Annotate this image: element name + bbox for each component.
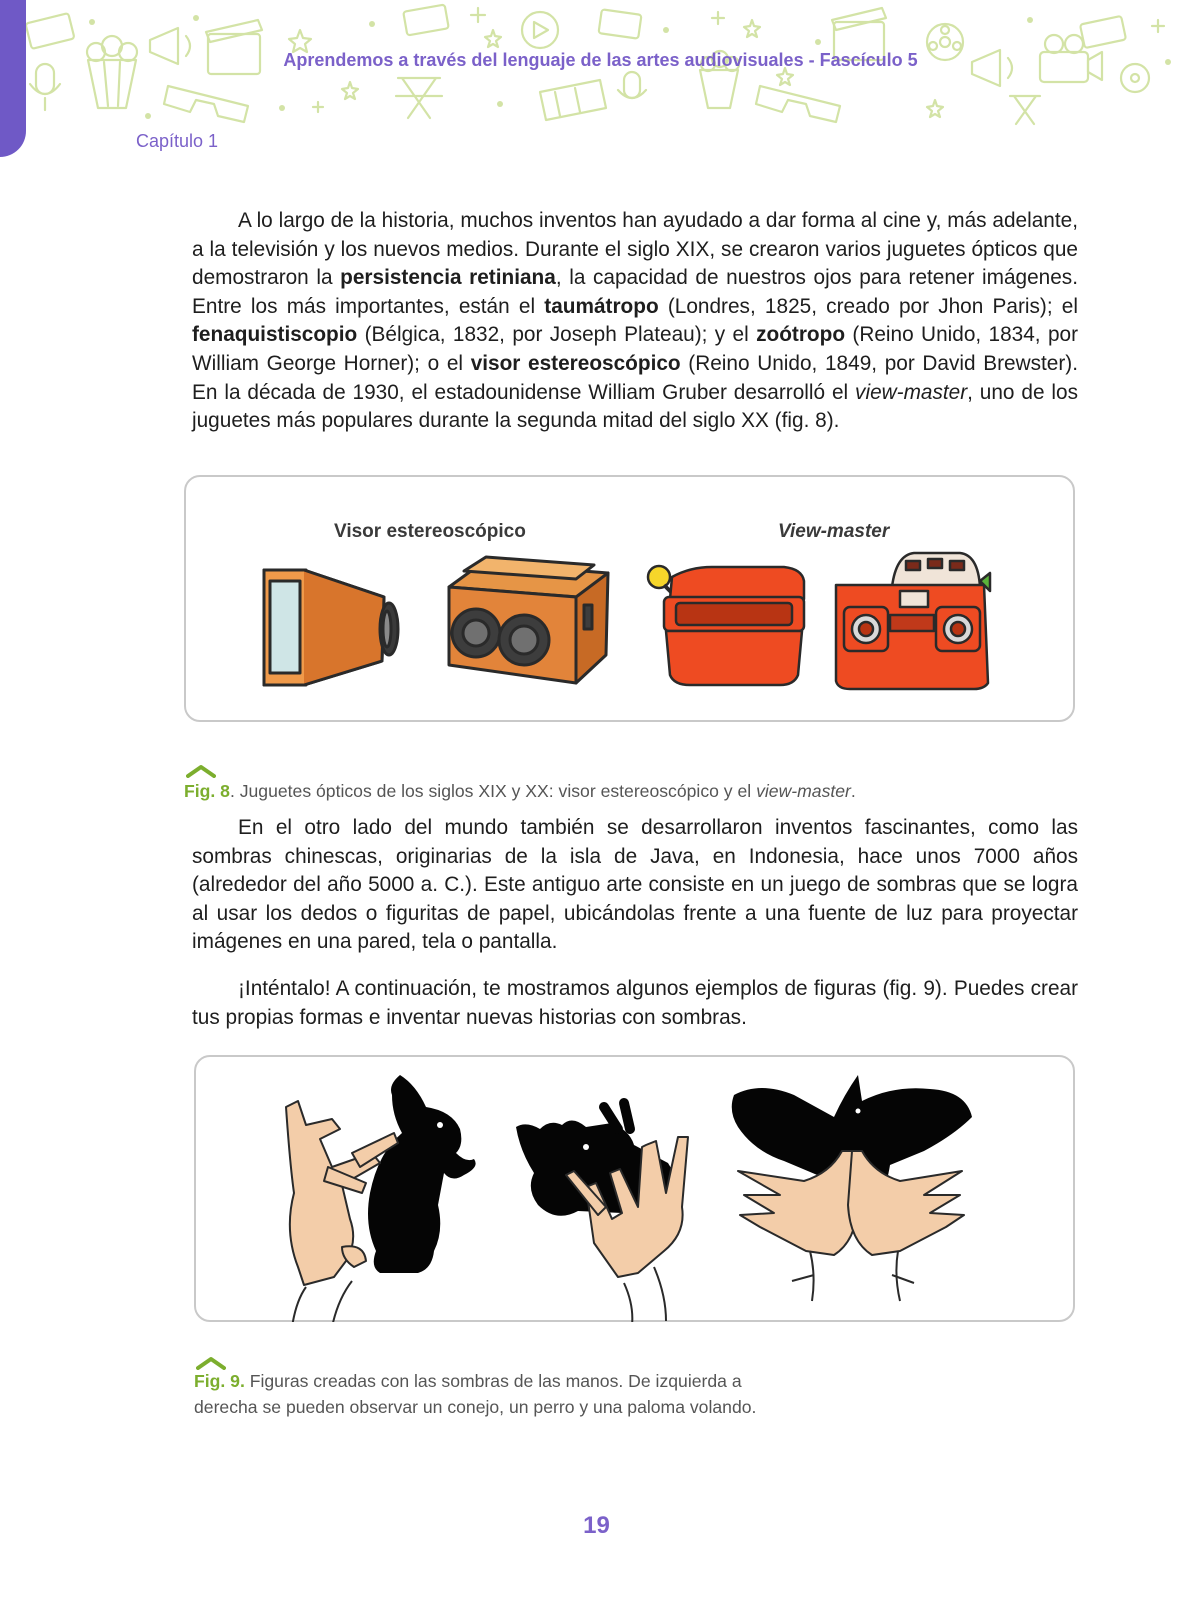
chapter-label: Capítulo 1 — [136, 131, 219, 151]
rabbit-shadow-image — [368, 1075, 476, 1273]
chair-icon — [396, 78, 1040, 124]
figure-8-caption: Fig. 8. Juguetes ópticos de los siglos XIX y XX: visor estereoscópico y el view-master. — [184, 781, 856, 801]
popcorn-icon — [87, 36, 739, 108]
term-taumatropo: taumátropo — [544, 294, 659, 318]
term-persistencia: persistencia retiniana — [340, 266, 556, 290]
label-view-master: View-master — [778, 521, 890, 542]
paragraph-shadows: En el otro lado del mundo también se desarrollaron inventos fascinantes, como las sombras chinescas, originarias de la isla de Java, en Indonesia, hace unos 7000 años (alrededor del año 5000 a. C.). Este antiguo arte consiste en un juego de sombras que se logra al usar los dedos o figuritas de papel, ubicándolas frente a una fuente de luz para proyectar imágenes en una pared, tela o pantalla. — [192, 816, 1078, 954]
view-master-side-image — [648, 566, 804, 685]
stereoscope-side-image — [264, 570, 398, 685]
figure-9-illustrations — [194, 1055, 1075, 1322]
term-visor: visor estereoscópico — [470, 351, 681, 375]
document-title: Aprendemos a través del lenguaje de las artes audiovisuales - Fascículo 5 — [283, 50, 918, 70]
caret-up-icon — [186, 764, 216, 778]
paragraph-try-it: ¡Inténtalo! A continuación, te mostramos algunos ejemplos de figuras (fig. 9). Puedes crear tus propias formas e inventar nuevas historias con sombras. — [192, 977, 1078, 1029]
paragraph-intro: A lo largo de la historia, muchos inventos han ayudado a dar forma al cine y, más adelante, a la televisión y los nuevos medios. Durante el siglo XIX, se crearon varios juguetes ópticos que demostraron la persistencia retiniana, la capacidad de nuestros ojos para retener imágenes. Entre los más importantes, están el taumátropo (Londres, 1825, creado por Jhon Paris); el fenaquistiscopio (Bélgica, 1832, por Joseph Plateau); y el zoótropo (Reino Unido, 1834, por William George Horner); o el visor estereoscópico (Reino Unido, 1849, por David Brewster). En la década de 1930, el estadounidense William Gruber desarrolló el view-master, uno de los juguetes más populares durante la segunda mitad del siglo XX (fig. 8). — [192, 209, 1079, 433]
stereoscope-front-image — [449, 557, 608, 683]
figure-8-illustrations — [184, 475, 1075, 722]
term-view-master: view-master — [855, 380, 968, 404]
dove-hands-image — [738, 1151, 964, 1301]
term-fenaquistiscopio: fenaquistiscopio — [192, 323, 358, 347]
view-master-front-image — [836, 553, 990, 689]
page-number: 19 — [583, 1512, 610, 1539]
camera-icon — [522, 12, 1102, 82]
figure-9-caption: Fig. 9. Figuras creadas con las sombras de las manos. De izquierda a derecha se pueden observar un conejo, un perro y una paloma volando. — [194, 1371, 757, 1417]
term-zootropo: zoótropo — [756, 323, 846, 347]
side-tab — [0, 0, 26, 157]
label-visor: Visor estereoscópico — [334, 521, 526, 542]
